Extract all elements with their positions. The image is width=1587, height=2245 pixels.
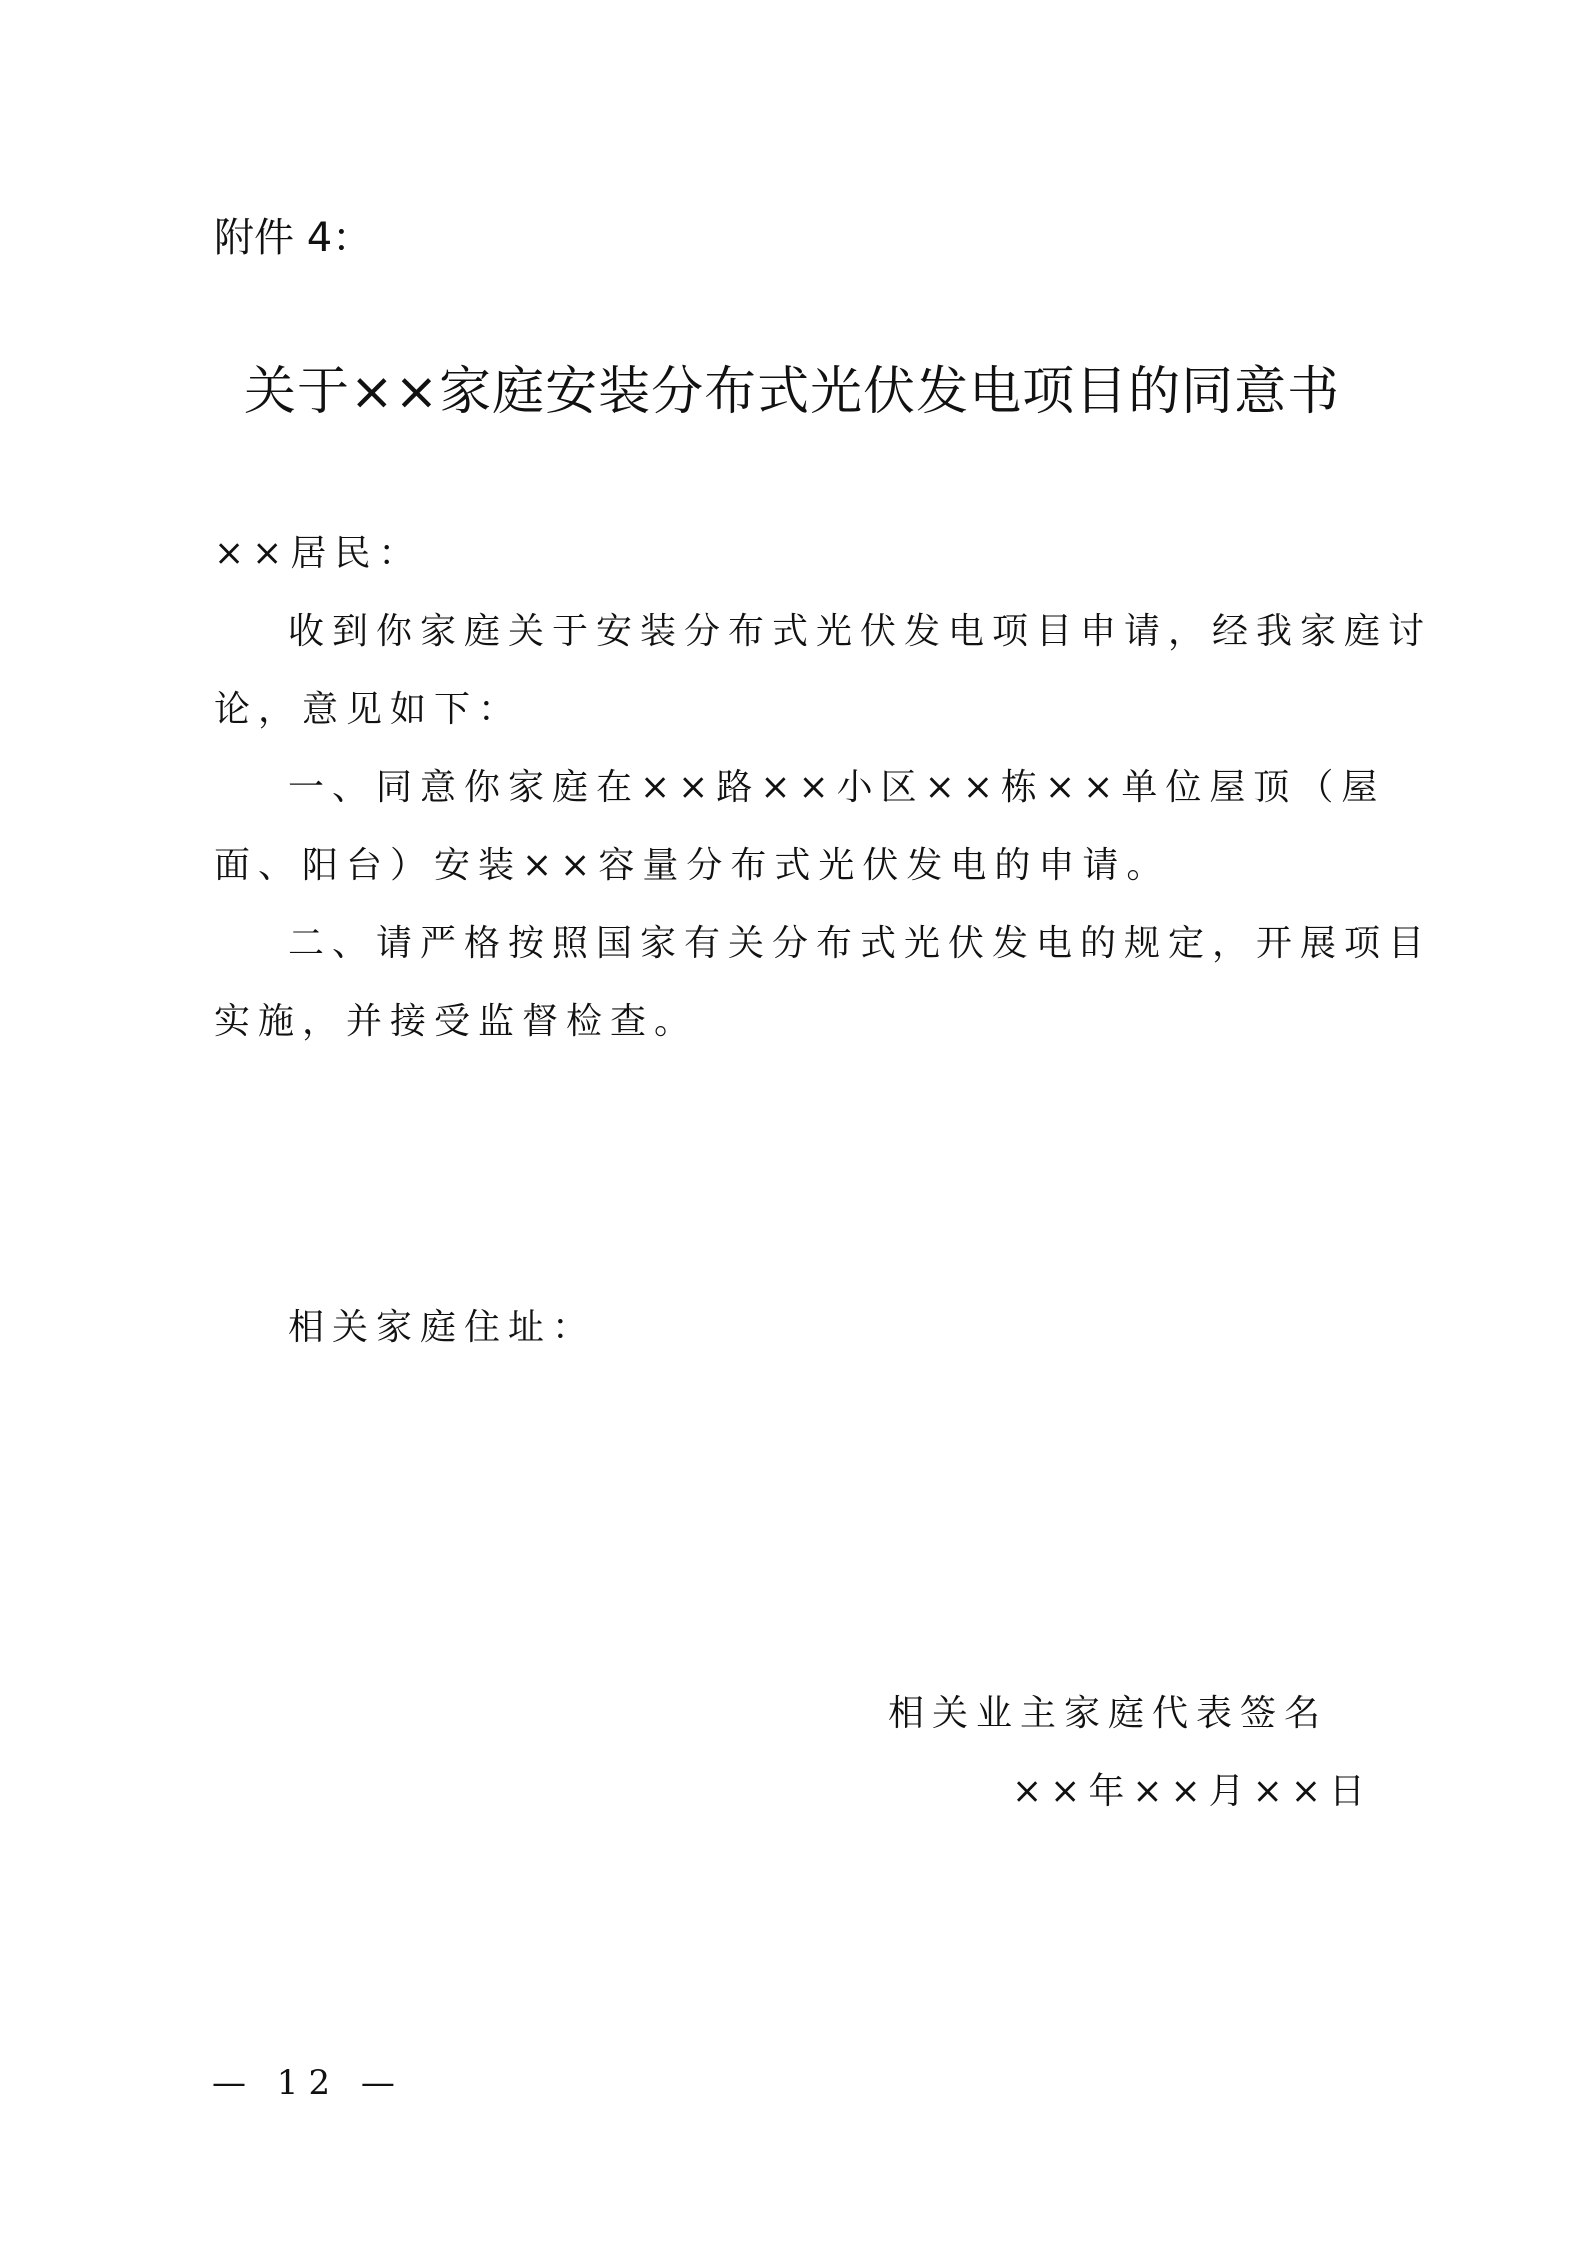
- attachment-label: 附件 4：: [214, 215, 373, 261]
- paragraph-line: 二、请严格按照国家有关分布式光伏发电的规定，开展项目: [288, 923, 1433, 964]
- page-number: — 12 —: [212, 2063, 405, 2103]
- salutation: ××居民：: [214, 533, 423, 574]
- date-label: ××年××月××日: [1012, 1771, 1373, 1812]
- paragraph-line: 面、阳台）安装××容量分布式光伏发电的申请。: [214, 845, 1171, 886]
- document-title: 关于××家庭安装分布式光伏发电项目的同意书: [244, 362, 1341, 422]
- paragraph-line: 收到你家庭关于安装分布式光伏发电项目申请，经我家庭讨: [288, 611, 1433, 652]
- paragraph-line: 实施，并接受监督检查。: [214, 1001, 699, 1042]
- representative-signature-label: 相关业主家庭代表签名: [888, 1693, 1329, 1734]
- household-address-label: 相关家庭住址：: [288, 1307, 597, 1348]
- paragraph-line: 一、同意你家庭在××路××小区××栋××单位屋顶（屋: [288, 767, 1386, 808]
- paragraph-line: 论，意见如下：: [214, 689, 523, 730]
